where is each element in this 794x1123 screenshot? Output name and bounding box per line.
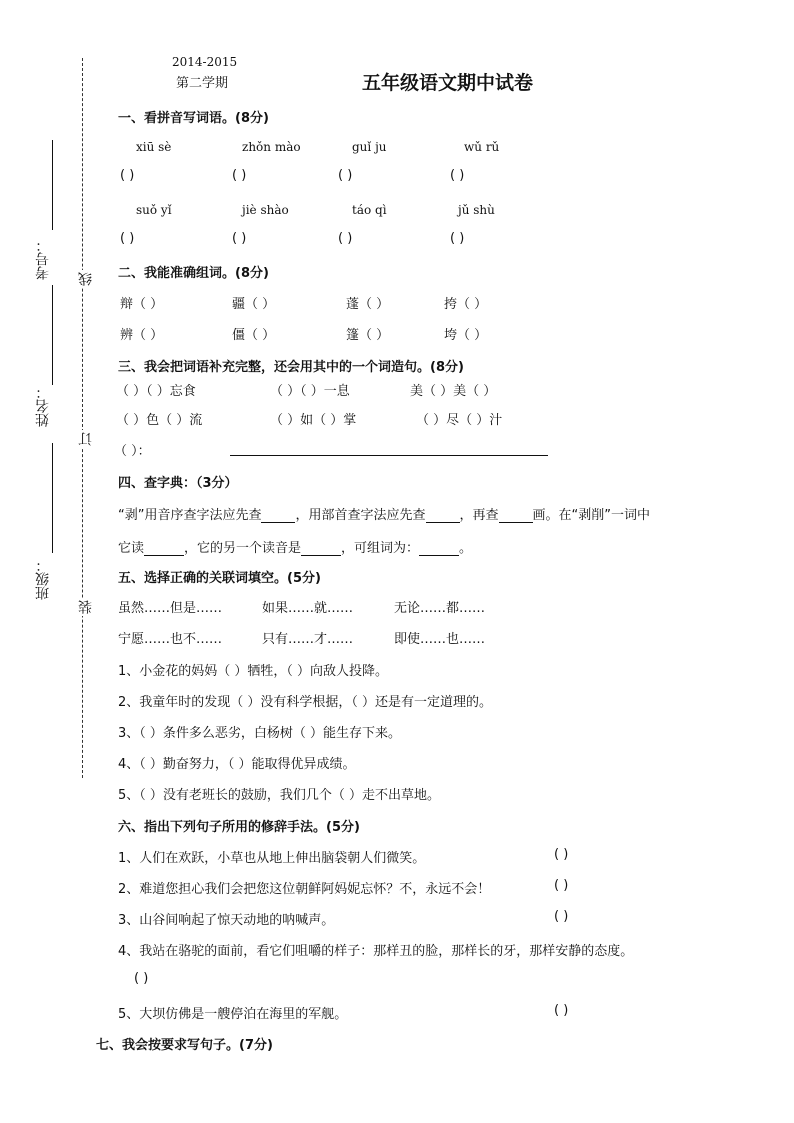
word-item[interactable]: 篷（ ） [346,328,390,343]
answer-blank[interactable]: ( ) [120,231,135,246]
rhetoric-item: 1、人们在欢跃，小草也从地上伸出脑袋朝人们微笑。 [118,851,426,866]
s1-heading: 一、看拼音写词语。(8分) [118,111,269,126]
word-item[interactable]: 蓬（ ） [346,297,390,312]
banji-label: 班级： [35,558,51,600]
question-item[interactable]: 4、（ ）勤奋努力，（ ）能取得优异成绩。 [118,757,356,772]
s4-text: ，它的另一个读音是 [184,541,302,556]
rhetoric-item: 4、我站在骆驼的面前，看它们咀嚼的样子：那样丑的脸，那样长的牙，那样安静的态度。 [118,944,634,959]
word-item[interactable]: 辨（ ） [120,328,164,343]
fill-blank[interactable] [144,541,184,556]
idiom-item[interactable]: （ ）如（ ）掌 [270,413,357,428]
pinyin-1-2: zhǒn mào [242,140,301,154]
question-item[interactable]: 3、（ ）条件多么恶劣，白杨树（ ）能生存下来。 [118,726,402,741]
answer-blank[interactable]: ( ) [554,878,569,893]
rhetoric-item: 5、大坝仿佛是一艘停泊在海里的军舰。 [118,1007,348,1022]
kaohao-answer-line [52,140,53,230]
fill-blank[interactable] [426,508,460,523]
answer-blank[interactable]: ( ) [338,168,353,183]
rhetoric-item: 3、山谷间响起了惊天动地的呐喊声。 [118,913,335,928]
answer-blank[interactable]: ( ) [450,231,465,246]
conjunction-option: 如果……就…… [262,601,354,616]
idiom-item[interactable]: （ ）尽（ ）汁 [416,413,503,428]
s4-text: ，再查 [459,508,499,523]
binding-zhuang-label: 装 [78,600,94,614]
pinyin-2-4: jǔ shù [458,203,495,217]
s4-text: 它读 [118,541,145,556]
word-item[interactable]: 僵（ ） [232,328,276,343]
s6-heading: 六、指出下列句子所用的修辞手法。(5分) [118,820,360,835]
conjunction-option: 虽然……但是…… [118,601,223,616]
binding-xian-label: 线 [78,272,94,286]
question-item[interactable]: 5、（ ）没有老班长的鼓励，我们几个（ ）走不出草地。 [118,788,441,803]
xingming-answer-line [52,285,53,385]
s4-text: “剥”用音序查字法应先查 [118,508,262,523]
idiom-item[interactable]: （ ）（ ）一息 [270,384,350,399]
s2-heading: 二、我能准确组词。(8分) [118,266,269,281]
answer-blank[interactable]: ( ) [554,909,569,924]
fill-blank[interactable] [499,508,533,523]
s4-text: ，可组词为： [341,541,420,556]
s4-line2 [118,537,472,556]
question-item[interactable]: 2、我童年时的发现（ ）没有科学根据，（ ）还是有一定道理的。 [118,695,493,710]
conjunction-option: 只有……才…… [262,632,354,647]
sentence-prefix: （ ）： [114,444,151,459]
answer-blank[interactable]: ( ) [554,847,569,862]
fill-blank[interactable] [419,541,459,556]
conjunction-option: 即使……也…… [394,632,486,647]
word-item[interactable]: 垮（ ） [444,328,488,343]
pinyin-1-4: wǔ rǔ [464,140,500,154]
pinyin-1-1: xiū sè [136,140,172,154]
pinyin-2-2: jiè shào [242,203,289,217]
binding-ding-label: 订 [78,432,94,446]
s4-heading: 四、查字典：（3分） [118,476,238,491]
conjunction-option: 宁愿……也不…… [118,632,223,647]
banji-answer-line [52,443,53,553]
word-item[interactable]: 辩（ ） [120,297,164,312]
s4-line1 [118,504,650,523]
answer-blank[interactable]: ( ) [120,168,135,183]
word-item[interactable]: 挎（ ） [444,297,488,312]
answer-blank[interactable]: ( ) [338,231,353,246]
binding-dashed-line [82,58,83,778]
question-item[interactable]: 1、小金花的妈妈（ ）牺牲，（ ）向敌人投降。 [118,664,389,679]
rhetoric-item: 2、难道您担心我们会把您这位朝鲜阿妈妮忘怀？不，永远不会！ [118,882,491,897]
s4-text: 画。在“剥削”一词中 [532,508,650,523]
s7-heading: 七、我会按要求写句子。(7分) [96,1038,273,1053]
answer-blank[interactable]: ( ) [450,168,465,183]
answer-blank[interactable]: ( ) [134,971,149,986]
answer-blank[interactable]: ( ) [232,231,247,246]
school-year: 2014-2015 [172,55,238,69]
word-item[interactable]: 疆（ ） [232,297,276,312]
sentence-answer-line[interactable] [230,455,548,456]
s4-text: 。 [459,541,473,556]
s4-text: ，用部首查字法应先查 [295,508,426,523]
s3-heading: 三、我会把词语补充完整，还会用其中的一个词造句。(8分) [118,360,464,375]
conjunction-option: 无论……都…… [394,601,486,616]
answer-blank[interactable]: ( ) [232,168,247,183]
pinyin-2-3: táo qì [352,203,387,217]
idiom-item[interactable]: （ ）（ ）忘食 [116,384,196,399]
fill-blank[interactable] [301,541,341,556]
page-title: 五年级语文期中试卷 [362,72,534,94]
xingming-label: 姓名： [35,385,51,427]
idiom-item[interactable]: 美（ ）美（ ） [410,384,497,399]
pinyin-1-3: guǐ ju [352,140,387,154]
answer-blank[interactable]: ( ) [554,1003,569,1018]
term: 第二学期 [176,76,229,91]
s5-heading: 五、选择正确的关联词填空。(5分) [118,571,321,586]
idiom-item[interactable]: （ ）色（ ）流 [116,413,203,428]
pinyin-2-1: suǒ yǐ [136,203,172,217]
fill-blank[interactable] [261,508,295,523]
kaohao-label: 考号： [35,238,51,280]
